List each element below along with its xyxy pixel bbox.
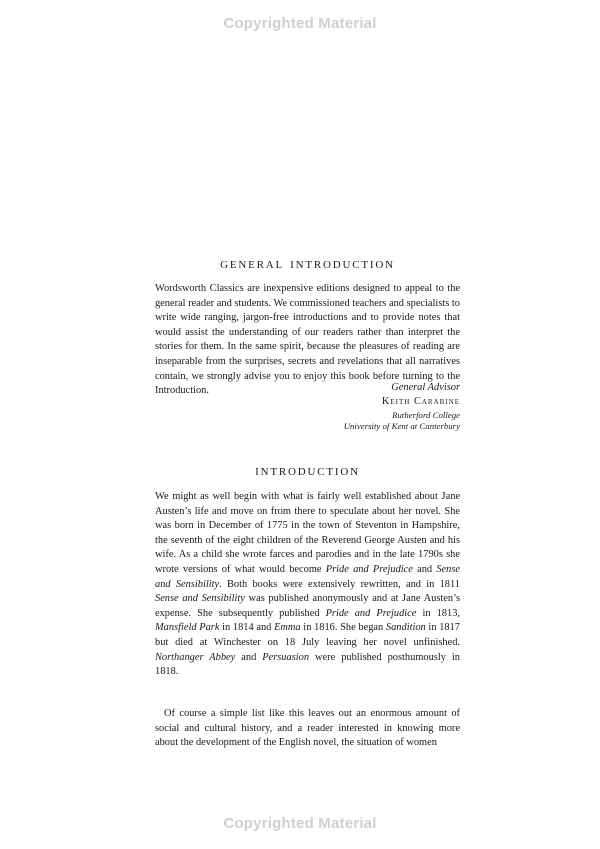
introduction-heading: INTRODUCTION	[255, 466, 360, 478]
book-title: Sense and Sensibility	[155, 593, 245, 605]
general-introduction-heading: GENERAL INTRODUCTION	[220, 259, 395, 271]
text-run: and	[235, 651, 263, 663]
book-title: Emma	[274, 622, 301, 634]
text-run: in 1813,	[416, 607, 460, 619]
book-title: Pride and Prejudice	[325, 563, 413, 575]
book-title: Sense and Sensibility	[155, 563, 461, 590]
signature-college: Rutherford College	[392, 410, 460, 420]
watermark-top: Copyrighted Material	[223, 15, 377, 32]
watermark-bottom: Copyrighted Material	[223, 815, 377, 832]
text-run: . Both books were extensively rewritten, and in 1811	[219, 578, 460, 590]
signature-university: University of Kent at Canterbury	[343, 421, 460, 431]
book-title: Northanger Abbey	[155, 651, 236, 663]
text-run: were published posthumously in 1818.	[155, 651, 460, 678]
signature-name: Keith Carabine	[381, 396, 460, 407]
text-run: We might as well begin with what is fairly well established about Jane Austen’s life and move on from there to speculate about her novel. She was born in December of 1775 in the town of Steventon in Hampshire, the seventh of the eight children of the Reverend George Austen and his wife. As a child she wrote farces and parodies and in the late 1790s she wrote versions of what would become	[155, 491, 460, 575]
text-run: in 1814 and	[219, 622, 275, 634]
book-title: Pride and Prejudice	[325, 607, 417, 619]
signature-title: General Advisor	[391, 382, 460, 393]
text-run: and	[412, 563, 437, 575]
book-title: Sandition	[385, 622, 426, 634]
introduction-paragraph-2: Of course a simple list like this leaves out an enormous amount of social and cultural history, and a reader interested in knowing more about the development of the English novel, the situation of women	[155, 708, 460, 749]
general-introduction-body: Wordsworth Classics are inexpensive editions designed to appeal to the general reader and students. We commissioned teachers and specialists to write wide ranging, jargon-free introductions and to provide notes that would assist the understanding of our readers rather than interpret the stories for them. In the same spirit, because the pleasures of reading are inseparable from the surprises, secrets and revelations that all narratives contain, we strongly advise you to enjoy this book before turning to the Introduction.	[155, 283, 460, 397]
book-title: Persuasion	[262, 651, 310, 663]
text-run: was published anonymously and at Jane Austen’s expense. She subsequently published	[155, 593, 460, 619]
book-title: Mansfield Park	[155, 622, 220, 634]
text-run: in 1816. She began	[300, 622, 386, 634]
introduction-paragraph-1	[155, 490, 460, 680]
text-run: in 1817 but died at Winchester on 18 July leaving her novel unfinished.	[155, 622, 460, 648]
